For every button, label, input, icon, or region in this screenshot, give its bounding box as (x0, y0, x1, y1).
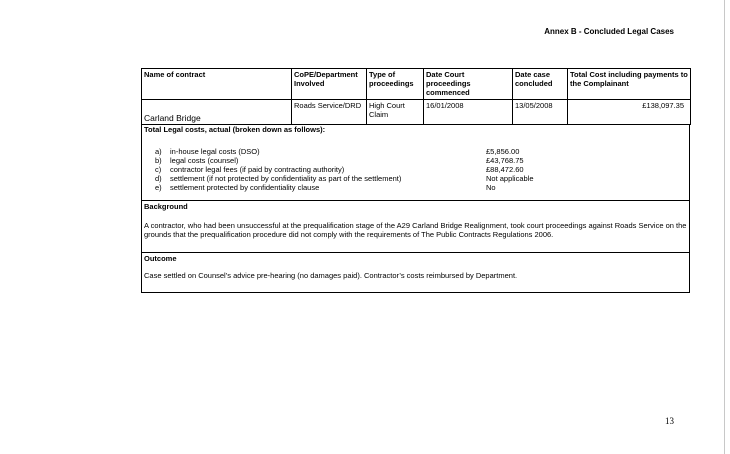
cost-item-letter: b) (155, 156, 162, 165)
outcome-title: Outcome (144, 254, 177, 263)
list-item (155, 165, 687, 174)
list-item (155, 156, 687, 165)
background-section (141, 201, 690, 253)
cost-item-label: contractor legal fees (if paid by contracting authority) (170, 165, 345, 174)
table-row (142, 100, 691, 125)
outcome-text: Case settled on Counsel’s advice pre-hearing (no damages paid). Contractor’s costs reimbursed by Department. (144, 271, 518, 280)
cost-item-letter: a) (155, 147, 162, 156)
header-date-commenced: Date Court proceedings commenced (424, 69, 513, 100)
cost-item-label: settlement (if not protected by confidentiality as part of the settlement) (170, 174, 402, 183)
cell-date-commenced: 16/01/2008 (424, 100, 513, 125)
legal-costs-title: Total Legal costs, actual (broken down as follows): (144, 125, 326, 134)
cost-item-value: £88,472.60 (486, 165, 524, 174)
header-contract-name: Name of contract (142, 69, 292, 100)
cost-item-value: £5,856.00 (486, 147, 520, 156)
header-date-concluded: Date case concluded (513, 69, 568, 100)
cost-item-label: legal costs (counsel) (170, 156, 239, 165)
cell-department: Roads Service/DRD (292, 100, 367, 125)
cost-item-label: settlement protected by confidentiality clause (170, 183, 320, 192)
legal-costs-list (155, 147, 687, 192)
cell-proceedings-type: High Court Claim (367, 100, 424, 125)
page-edge-divider (724, 0, 725, 454)
page-number: 13 (665, 416, 674, 426)
cost-item-value: Not applicable (486, 174, 534, 183)
concluded-cases-table (141, 68, 691, 125)
cell-total-cost: £138,097.35 (568, 100, 691, 125)
annex-title: Annex B - Concluded Legal Cases (544, 27, 674, 36)
cost-item-value: £43,768.75 (486, 156, 524, 165)
list-item (155, 174, 687, 183)
legal-costs-section (141, 124, 690, 201)
outcome-section (141, 253, 690, 293)
background-text: A contractor, who had been unsuccessful at the prequalification stage of the A29 Carland Bridge Realignment, took court proceedings against Roads Service on the grounds that the prequalification procedure did not comply with the requirements of The Public Contracts Regulations 2006. (144, 221, 687, 239)
cost-item-letter: c) (155, 165, 162, 174)
background-title: Background (144, 202, 188, 211)
header-proceedings-type: Type of proceedings (367, 69, 424, 100)
cost-item-letter: d) (155, 174, 162, 183)
cost-item-label: in-house legal costs (DSO) (170, 147, 260, 156)
list-item (155, 147, 687, 156)
list-item (155, 183, 687, 192)
table-header-row (142, 69, 691, 100)
cost-item-letter: e) (155, 183, 162, 192)
header-total-cost: Total Cost including payments to the Complainant (568, 69, 691, 100)
cell-contract-name: Carland Bridge (142, 100, 292, 125)
cost-item-value: No (486, 183, 496, 192)
cell-date-concluded: 13/05/2008 (513, 100, 568, 125)
header-department: CoPE/Department Involved (292, 69, 367, 100)
